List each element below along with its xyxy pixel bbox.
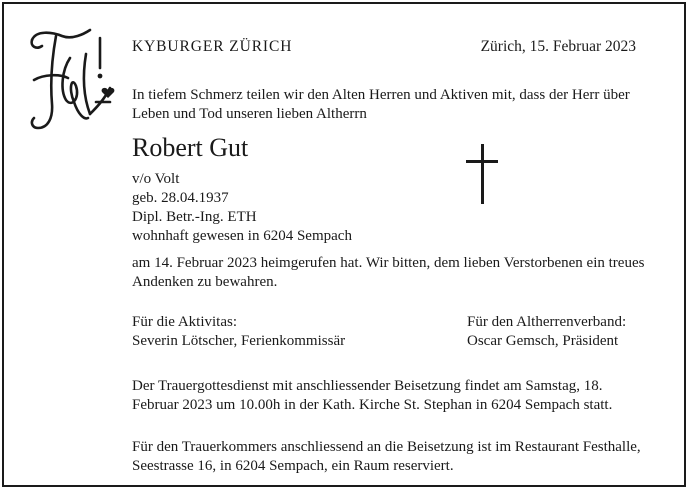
intro-paragraph: In tiefem Schmerz teilen wir den Alten Herren und Aktiven mit, dass der Herr über Leben und Tod unseren lieben Altherrn xyxy=(132,87,630,122)
deceased-birth: geb. 28.04.1937 xyxy=(132,190,229,206)
notice-date: Zürich, 15. Februar 2023 xyxy=(480,38,636,55)
deceased-name: Robert Gut xyxy=(132,133,249,162)
kommers-paragraph: Für den Trauerkommers anschliessend an die Beisetzung ist im Restaurant Festhalle, Seestrasse 16, in 6204 Sempach, ein Raum reserviert. xyxy=(132,439,641,474)
notice-frame xyxy=(2,2,686,487)
signature-aktivitas xyxy=(132,313,345,351)
signature-altherrenverband xyxy=(467,313,626,351)
signature-altherrenverband-role: Für den Altherrenverband: xyxy=(467,314,627,330)
signature-altherrenverband-name: Oscar Gemsch, Präsident xyxy=(467,333,619,349)
deceased-details xyxy=(132,170,652,246)
deceased-profession: Dipl. Betr.-Ing. ETH xyxy=(132,209,257,225)
signature-aktivitas-role: Für die Aktivitas: xyxy=(132,314,237,330)
organization-name: KYBURGER ZÜRICH xyxy=(132,38,293,55)
passed-paragraph: am 14. Februar 2023 heimgerufen hat. Wir bitten, dem lieben Verstorbenen ein treues Andenken zu bewahren. xyxy=(132,255,645,290)
deceased-nickname: v/o Volt xyxy=(132,171,180,187)
signature-aktivitas-name: Severin Lötscher, Ferienkommissär xyxy=(132,333,346,349)
deceased-residence: wohnhaft gewesen in 6204 Sempach xyxy=(132,228,352,244)
fraternity-monogram-logo xyxy=(26,28,118,134)
cross-horizontal-bar xyxy=(466,160,498,163)
latin-cross-icon xyxy=(466,144,498,206)
cross-vertical-bar xyxy=(481,144,484,204)
service-paragraph: Der Trauergottesdienst mit anschliessender Beisetzung findet am Samstag, 18. Februar 2023 um 10.00h in der Kath. Kirche St. Stephan in 6204 Sempach statt. xyxy=(132,378,613,413)
